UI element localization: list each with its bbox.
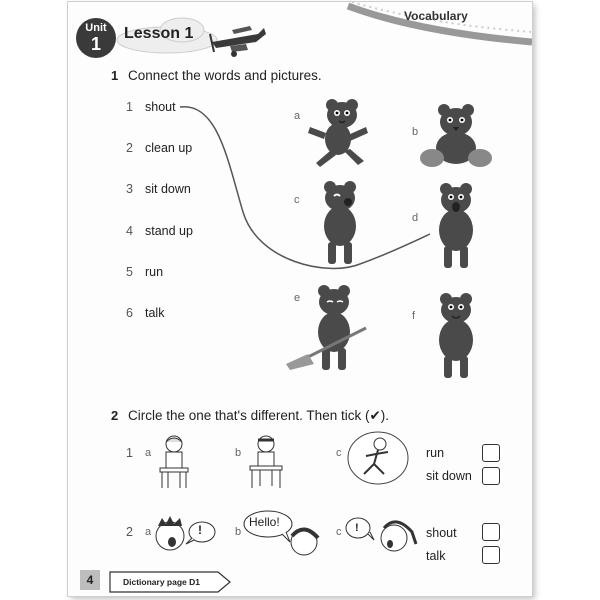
picture-letter: b: [412, 126, 419, 138]
tick-box-talk[interactable]: [482, 546, 500, 564]
picture-letter: d: [412, 212, 419, 224]
word-sit-down[interactable]: sit down: [145, 182, 191, 196]
row-number: 2: [126, 525, 133, 539]
option-letter: a: [145, 447, 152, 459]
workbook-page: [68, 2, 532, 596]
unit-number: 1: [90, 34, 101, 54]
picture-letter: f: [412, 310, 416, 322]
lesson-title: Lesson 1: [124, 25, 194, 42]
answer-run: run: [426, 446, 445, 460]
picture-letter: e: [294, 292, 301, 304]
word-number: 2: [126, 141, 133, 155]
page-number: 4: [80, 570, 100, 590]
exercise-1-instruction: Connect the words and pictures.: [128, 68, 322, 83]
speech-bubble-text: Hello!: [249, 515, 280, 529]
tick-box-sit-down[interactable]: [482, 467, 500, 485]
option-letter: b: [235, 526, 242, 538]
answer-sit-down: sit down: [426, 469, 472, 483]
option-letter: c: [336, 526, 342, 538]
word-number: 5: [126, 265, 133, 279]
bear-shouting-picture[interactable]: [428, 182, 484, 272]
option-letter: a: [145, 526, 152, 538]
exercise-2-instruction: Circle the one that's different. Then tick (✔).: [128, 408, 390, 423]
word-stand-up[interactable]: stand up: [145, 224, 193, 238]
word-number: 3: [126, 182, 133, 196]
tick-box-run[interactable]: [482, 444, 500, 462]
child-sitting-picture-a[interactable]: [154, 434, 194, 492]
dictionary-reference[interactable]: Dictionary page D1: [123, 577, 200, 587]
word-number: 1: [126, 100, 133, 114]
exercise-2-number: 2: [111, 408, 119, 423]
exclamation-mark: !: [198, 523, 202, 537]
word-shout[interactable]: shout: [145, 100, 176, 114]
word-number: 6: [126, 306, 133, 320]
bear-standing-picture[interactable]: [428, 292, 484, 382]
exercise-1-number: 1: [111, 68, 119, 83]
unit-label: Unit: [85, 22, 107, 34]
word-run[interactable]: run: [145, 265, 164, 279]
row-number: 1: [126, 446, 133, 460]
word-clean-up[interactable]: clean up: [145, 141, 193, 155]
bear-running-picture[interactable]: [302, 97, 372, 171]
bear-talking-picture[interactable]: [312, 180, 368, 268]
child-shouting-picture-c[interactable]: [344, 510, 418, 560]
word-number: 4: [126, 224, 133, 238]
picture-letter: a: [294, 110, 301, 122]
tick-box-shout[interactable]: [482, 523, 500, 541]
bear-sitting-picture[interactable]: [418, 102, 494, 172]
answer-talk: talk: [426, 549, 446, 563]
word-talk[interactable]: talk: [145, 306, 165, 320]
picture-letter: c: [294, 194, 300, 206]
option-letter: b: [235, 447, 242, 459]
answer-shout: shout: [426, 526, 457, 540]
option-letter: c: [336, 447, 342, 459]
child-shouting-picture-a[interactable]: [152, 512, 218, 558]
exclamation-mark: !: [355, 522, 359, 534]
section-title: Vocabulary: [404, 9, 468, 23]
child-running-picture-c[interactable]: [346, 430, 410, 486]
child-sitting-picture-b[interactable]: [244, 434, 288, 492]
bear-cleaning-picture[interactable]: [284, 284, 374, 374]
